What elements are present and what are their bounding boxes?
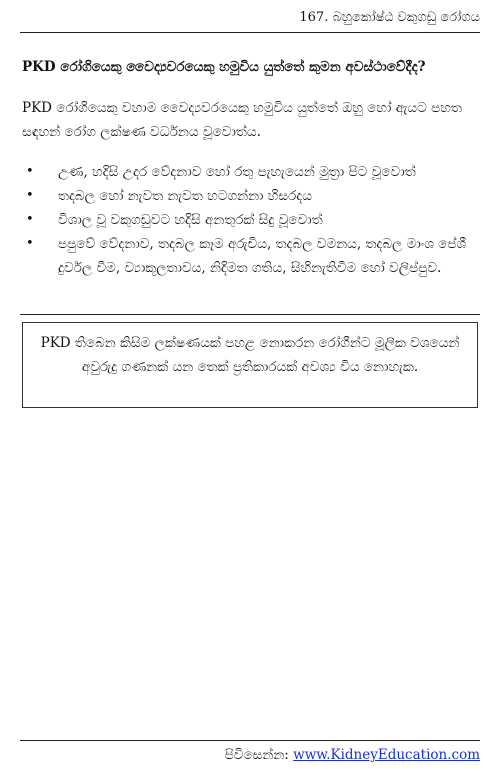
bullet-icon: •	[26, 188, 34, 203]
page-footer	[20, 740, 480, 765]
page-title: 167. බහුකෝෂ්ඨ වකුගඩු රෝගය	[299, 10, 480, 25]
symptom-list	[22, 160, 478, 280]
list-item	[22, 232, 478, 280]
list-item	[22, 160, 478, 184]
note-text: PKD තිබෙන කිසිම ලක්ෂණයක් පහළ නොකරන රෝගීන්ට මූලික වශයෙන් අවුරුදු ගණනක් යන තෙක් ප්‍රතිකාරයක් අවශ්‍ය විය නොහැක.	[40, 335, 460, 375]
section-divider	[20, 314, 480, 315]
page-header	[20, 8, 480, 33]
intro-paragraph: PKD රෝගියෙකු වහාම වෛද්‍යවරයෙකු හමුවිය යුත්තේ ඔහු හෝ ඇයට පහත සඳහන් රෝග ලක්ෂණ වර්ධනය වූවොත්ය.	[22, 100, 462, 140]
list-item-text: උණ, හදිසි උදර වේදනාව හෝ රතු පැහැයෙන් මුත්‍රා පිට වූවොත්	[58, 164, 416, 180]
list-item-text: පපුවේ වේදනාව, තදබල කෑම අරුචිය, තදබල වමනය, තදබල මාංශ පේශී දුර්වල වීම, ව්‍යාකූලතාවය, නිදිමත ගතිය, සිහිනැතිවීම හෝ වලිප්පුව.	[58, 236, 467, 276]
list-item	[22, 184, 478, 208]
note-box	[22, 322, 478, 408]
bullet-icon: •	[26, 212, 34, 227]
footer-label: පිවිසෙන්න:	[224, 747, 289, 763]
bullet-icon: •	[26, 236, 34, 251]
list-item-text: තදබල හෝ නැවත නැවත හටගන්නා හිසරදය	[58, 188, 312, 204]
website-link[interactable]: www.KidneyEducation.com	[293, 747, 480, 763]
list-item	[22, 208, 478, 232]
bullet-icon: •	[26, 164, 34, 179]
list-item-text: විශාල වූ වකුගඩුවට හදිසි අනතුරක් සිදු වූවොත්	[58, 212, 323, 228]
section-heading: PKD රෝගියෙකු වෛද්‍යවරයෙකු හමුවිය යුත්තේ කුමන අවස්ථාවේදීද?	[22, 59, 426, 75]
